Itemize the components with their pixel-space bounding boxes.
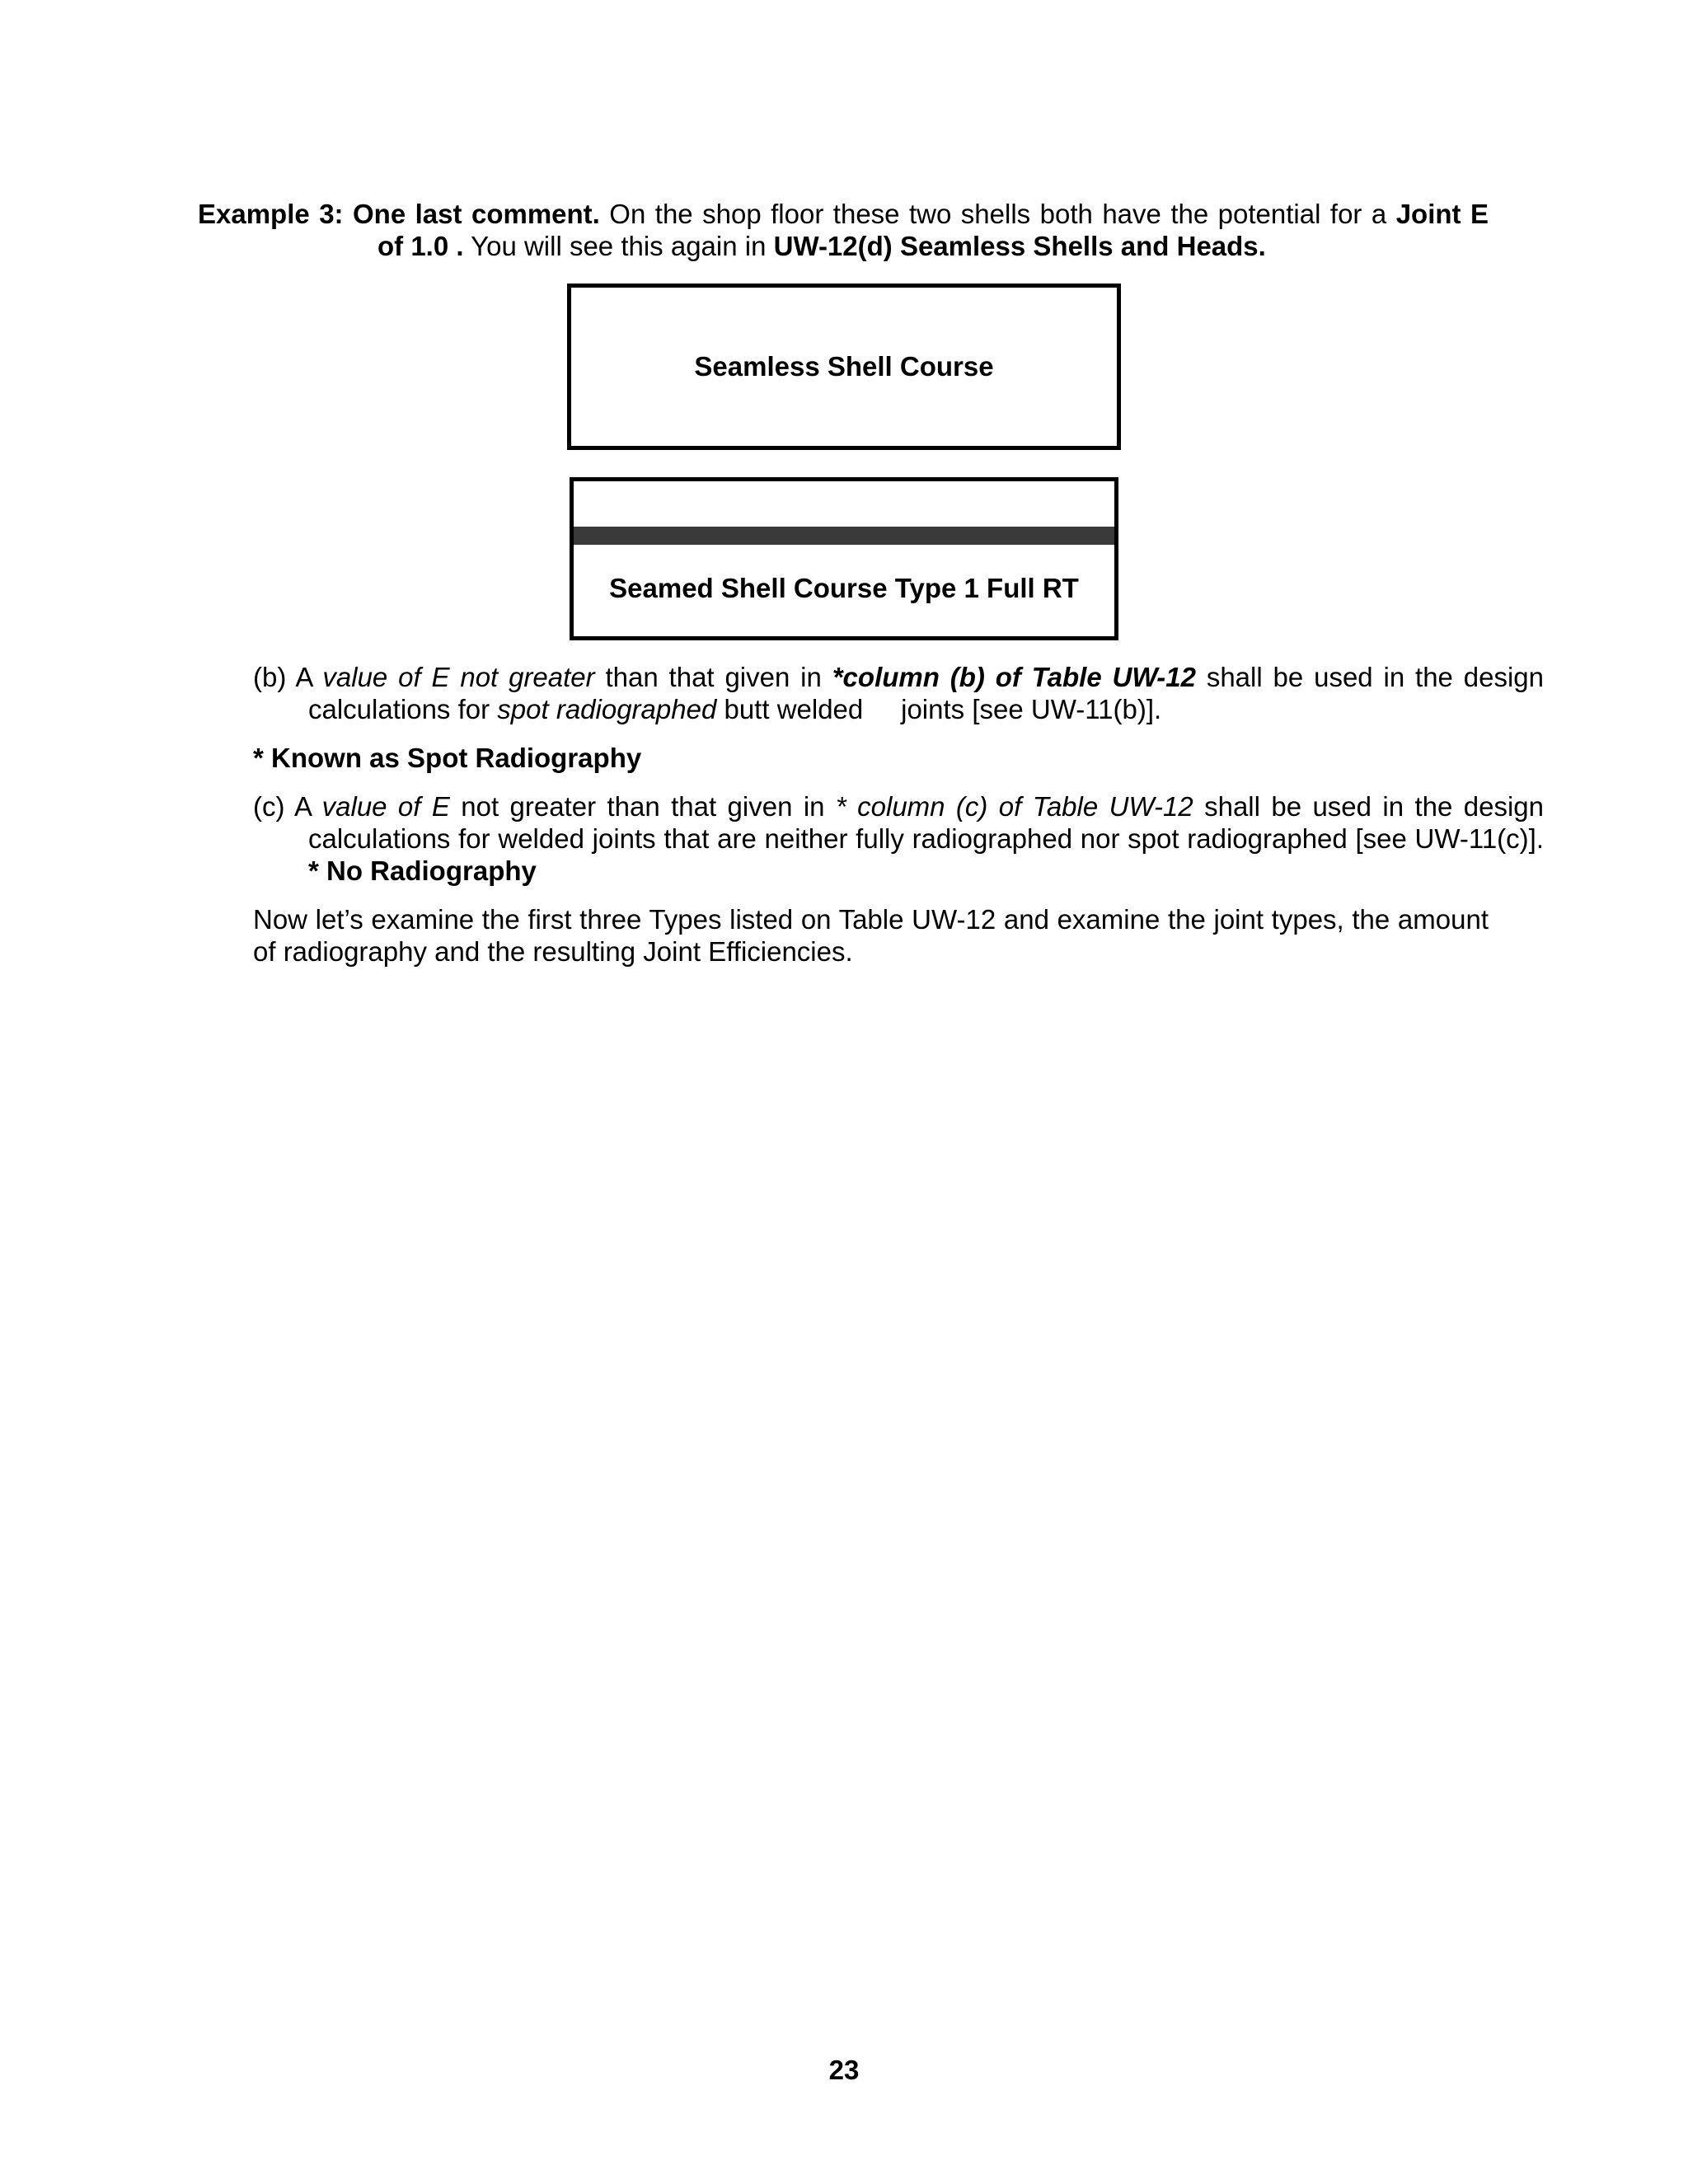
para-b-table-ref: *column (b) of Table UW-12 — [832, 662, 1196, 692]
paragraph-c — [253, 790, 1544, 887]
paragraph-b — [253, 661, 1544, 725]
weld-seam-bar — [574, 527, 1114, 545]
para-b-text-3: shall be used in the design calculations for — [308, 662, 1544, 724]
seamless-shell-diagram — [567, 284, 1121, 450]
example-line-2 — [198, 230, 1489, 262]
para-b-text-2: than that given in — [594, 662, 832, 692]
known-as-spot-note: * Known as Spot Radiography — [253, 743, 642, 773]
seamed-shell-label: Seamed Shell Course Type 1 Full RT — [609, 573, 1079, 603]
example-3-paragraph — [198, 198, 1489, 262]
para-b-text-4: butt welded joints [see UW-11(b)]. — [716, 694, 1162, 724]
example-lead: Example 3: One last comment. — [198, 199, 600, 229]
para-b-italic-1: value of E not greater — [322, 662, 595, 692]
example-text-2: You will see this again in — [463, 231, 774, 261]
para-c-no-radiography: * No Radiography — [308, 855, 537, 886]
example-of-value: of 1.0 . — [377, 231, 464, 261]
para-c-text-2: not greater than that given in — [449, 791, 836, 822]
para-b-italic-2: spot radiographed — [497, 694, 717, 724]
example-line-1 — [198, 198, 1489, 230]
paragraph-now: Now let’s examine the first three Types listed on Table UW-12 and examine the joint types, the amount of radiography and the resulting Joint Efficiencies. — [253, 904, 1489, 967]
para-c-table-ref: * column (c) of Table UW-12 — [835, 791, 1193, 822]
example-text-1: On the shop floor these two shells both have the potential for a — [599, 199, 1396, 229]
para-b-text-1: (b) A — [253, 662, 323, 692]
seamed-shell-diagram — [570, 477, 1118, 640]
para-c-italic-1: value of E — [321, 791, 450, 822]
seamless-shell-label: Seamless Shell Course — [694, 351, 994, 382]
example-joint-e: Joint E — [1395, 199, 1489, 229]
page-number: 23 — [828, 2055, 860, 2085]
example-reference: UW-12(d) Seamless Shells and Heads. — [773, 231, 1266, 261]
para-c-text-1: (c) A — [253, 791, 322, 822]
para-c-text-3: shall be used in the design calculations for welded joints that are neither fully radiographed nor spot radiographed [see UW-11(c)]. — [308, 791, 1545, 854]
